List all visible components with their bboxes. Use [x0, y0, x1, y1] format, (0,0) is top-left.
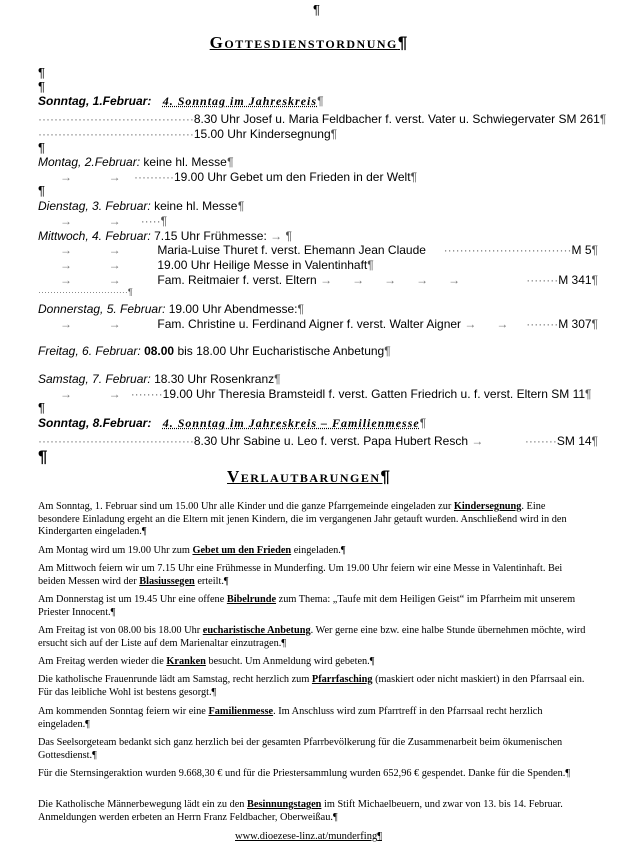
- tuesday-spacer: → → ·····¶: [60, 214, 168, 228]
- tuesday-heading: Dienstag, 3. Februar: keine hl. Messe¶: [38, 199, 244, 213]
- pilcrow-top: ¶: [313, 2, 320, 17]
- notice-anbetung: Am Freitag ist von 08.00 bis 18.00 Uhr eucharistische Anbetung. Wer gerne eine bzw. eine halbe Stunde übernehmen möchte, wird ersucht sich auf der Liste auf dem Marienaltar einzutragen.¶: [38, 625, 586, 649]
- sunday-1-kindersegnung: ·······································15.00 Uhr Kindersegnung¶: [38, 127, 338, 141]
- saturday-intention: → → ········19.00 Uhr Theresia Bramsteidl f. verst. Gatten Friedrich u. f. verst. Eltern SM 11¶: [60, 387, 592, 401]
- sunday-1-mass: ·······································8.30 Uhr Josef u. Maria Feldbacher f. verst. Vater u. Schwiegervater SM 261¶: [38, 112, 607, 126]
- notice-gebet-frieden: Am Montag wird um 19.00 Uhr zum Gebet um den Frieden eingeladen.¶: [38, 545, 346, 556]
- monday-heading: Montag, 2.Februar: keine hl. Messe¶: [38, 155, 234, 169]
- sunday-2-heading: Sonntag, 8.Februar: 4. Sonntag im Jahreskreis – Familienmesse¶: [38, 416, 427, 430]
- monday-gebet: → → ··········19.00 Uhr Gebet um den Frieden in der Welt¶: [60, 170, 418, 184]
- sunday-2-mass: ·······································8.30 Uhr Sabine u. Leo f. verst. Papa Hubert Resch → ········SM 14¶: [38, 434, 598, 448]
- wednesday-intention-1: → → Maria-Luise Thuret f. verst. Ehemann Jean Claude ································M 5¶: [60, 243, 598, 257]
- notice-seelsorgeteam: Das Seelsorgeteam bedankt sich ganz herzlich bei der gesamten Pfarrbevölkerung für die Zusammenarbeit beim ökumenischen Gottesdienst.¶: [38, 737, 563, 761]
- wednesday-valentinhaft: → → 19.00 Uhr Heilige Messe in Valentinhaft¶: [60, 258, 374, 272]
- notice-bibelrunde: Am Donnerstag ist um 19.45 Uhr eine offene Bibelrunde zum Thema: „Taufe mit dem Heiligen Geist“ im Pfarrheim mit unserem Priester Innocent.¶: [38, 594, 576, 618]
- title-verlautbarungen: Verlautbarungen¶: [227, 467, 390, 486]
- pilcrow-blank-5: ¶: [38, 400, 45, 415]
- wednesday-heading: Mittwoch, 4. Februar: 7.15 Uhr Frühmesse: → ¶: [38, 229, 292, 243]
- saturday-heading: Samstag, 7. Februar: 18.30 Uhr Rosenkranz¶: [38, 372, 281, 386]
- pilcrow-blank-2: ¶: [38, 79, 45, 94]
- wednesday-dotted-rule: ······························¶: [38, 287, 133, 297]
- notice-fruehmesse: Am Mittwoch feiern wir um 7.15 Uhr eine Frühmesse in Munderfing. Um 19.00 Uhr feiern wir eine Messe in Valentinhaft. Bei beiden Messen wird der Blasiussegen erteilt.¶: [38, 563, 563, 587]
- notice-kranke: Am Freitag werden wieder die Kranken besucht. Um Anmeldung wird gebeten.¶: [38, 656, 375, 667]
- pilcrow-blank-3: ¶: [38, 140, 45, 155]
- friday-heading: Freitag, 6. Februar: 08.00 bis 18.00 Uhr Eucharistische Anbetung¶: [38, 344, 391, 358]
- notice-spenden: Für die Sternsingeraktion wurden 9.668,30 € und für die Priestersammlung wurden 652,96 € gespendet. Danke für die Spenden.¶: [38, 768, 570, 779]
- pilcrow-blank-1: ¶: [38, 65, 45, 80]
- notice-kindersegnung: Am Sonntag, 1. Februar sind um 15.00 Uhr alle Kinder und die ganze Pfarrgemeinde eingeladen zur Kindersegnung. Eine besondere Einladung ergeht an die Eltern mit jenen Kindern, die im vergangenen Jahr getauft wurden. Anschließend wird in den Kindergarten eingeladen.¶: [38, 501, 567, 537]
- pilcrow-blank-4: ¶: [38, 183, 45, 198]
- pilcrow-bold: ¶: [38, 447, 48, 466]
- title-gottesdienstordnung: Gottesdienstordnung¶: [209, 33, 408, 52]
- sunday-1-heading: Sonntag, 1.Februar: 4. Sonntag im Jahreskreis¶: [38, 94, 324, 108]
- footer-website-link[interactable]: www.dioezese-linz.at/munderfing¶: [235, 831, 382, 842]
- wednesday-intention-2: → → Fam. Reitmaier f. verst. Eltern → → → → → ········M 341¶: [60, 273, 598, 287]
- notice-familienmesse: Am kommenden Sonntag feiern wir eine Familienmesse. Im Anschluss wird zum Pfarrtreff in den Pfarrsaal recht herzlich eingeladen.¶: [38, 706, 543, 730]
- notice-besinnungstage: Die Katholische Männerbewegung lädt ein zu den Besinnungstagen im Stift Michaelbeuern, und zwar von 13. bis 14. Februar. Anmeldungen werden erbeten an Herrn Franz Feldbacher, Oberweißau.¶: [38, 799, 563, 823]
- thursday-intention: → → Fam. Christine u. Ferdinand Aigner f. verst. Walter Aigner → → ········M 307¶: [60, 317, 598, 331]
- thursday-heading: Donnerstag, 5. Februar: 19.00 Uhr Abendmesse:¶: [38, 302, 304, 316]
- notice-pfarrfasching: Die katholische Frauenrunde lädt am Samstag, recht herzlich zum Pfarrfasching (maskiert oder nicht maskiert) in den Pfarrsaal ein. Für das leibliche Wohl ist bestens gesorgt.¶: [38, 674, 585, 698]
